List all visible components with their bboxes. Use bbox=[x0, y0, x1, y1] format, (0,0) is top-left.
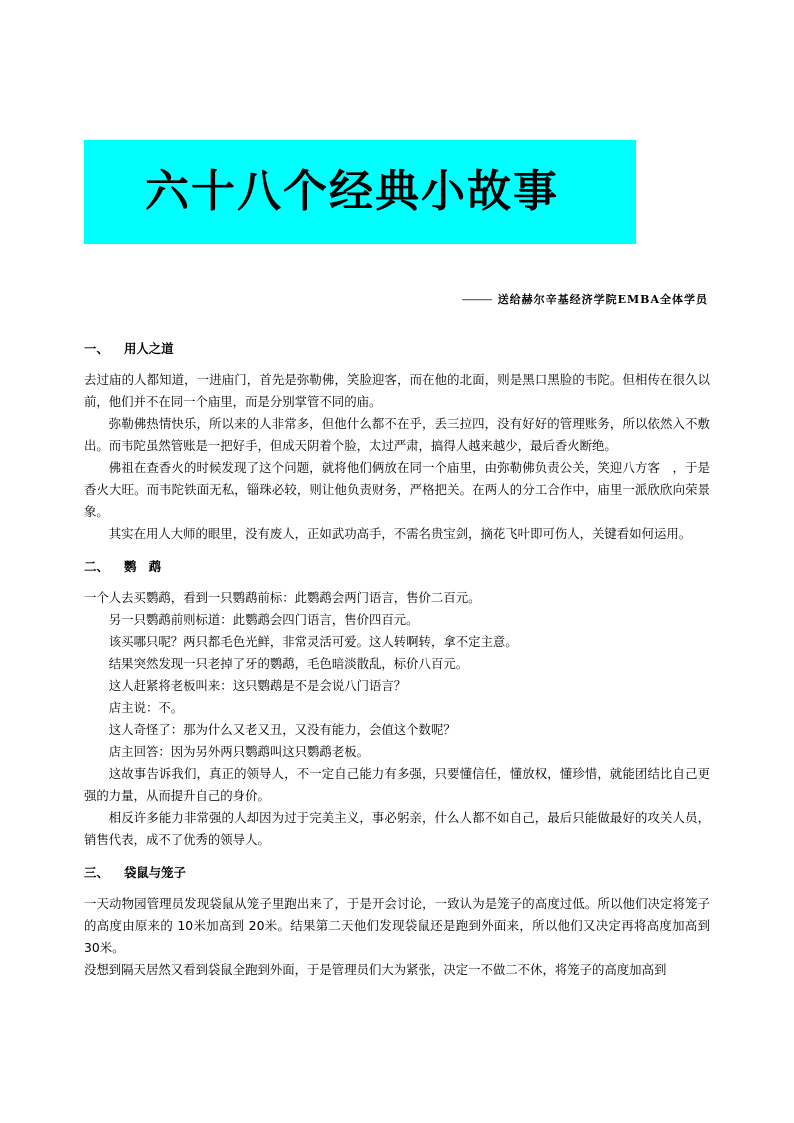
paragraph: 一个人去买鹦鹉，看到一只鹦鹉前标：此鹦鹉会两门语言，售价二百元。 bbox=[84, 590, 481, 605]
paragraph: 其实在用人大师的眼里，没有废人，正如武功高手，不需名贵宝剑，摘花飞叶即可伤人，关键看如何运用。 bbox=[108, 526, 692, 541]
paragraph: 弥勒佛热情快乐，所以来的人非常多，但他什么都不在乎，丢三拉四，没有好好的管理账务，所以依然入不敷出。而韦陀虽然管账是一把好手，但成天阴着个脸，太过严肃，搞得人越来越少，最后香火断绝。 bbox=[84, 416, 710, 453]
section-title: 鹦 鹉 bbox=[124, 559, 162, 574]
paragraph: 佛祖在查香火的时候发现了这个问题，就将他们俩放在同一个庙里，由弥勒佛负责公关，笑迎八方客 ，于是香火大旺。而韦陀铁面无私，锱珠必较，则让他负责财务，严格把关。在两人的分工合作中，庙里一派欣欣向荣景象。 bbox=[84, 460, 710, 519]
section-3 bbox=[84, 862, 710, 981]
paragraph: 该买哪只呢？两只都毛色光鲜，非常灵活可爱。这人转啊转，拿不定主意。 bbox=[108, 634, 518, 649]
section-number: 一、 bbox=[84, 341, 109, 356]
paragraph: 结果突然发现一只老掉了牙的鹦鹉，毛色暗淡散乱，标价八百元。 bbox=[108, 656, 469, 671]
section-heading bbox=[84, 338, 710, 360]
section-heading bbox=[84, 556, 710, 578]
paragraph: 没想到隔天居然又看到袋鼠全跑到外面，于是管理员们大为紧张，决定一不做二不休，将笼子的高度加高到 bbox=[84, 962, 667, 977]
title-banner bbox=[84, 140, 636, 244]
paragraph: 一天动物园管理员发现袋鼠从笼子里跑出来了，于是开会讨论，一致认为是笼子的高度过低。所以他们决定将笼子的高度由原来的 10米加高到 20米。结果第二天他们发现袋鼠还是跑到外面来，所以他们又决定再将高度加高到 30米。 bbox=[84, 896, 710, 955]
document-title: 六十八个经典小故事 bbox=[145, 166, 559, 217]
section-title: 用人之道 bbox=[124, 341, 174, 356]
dedication-text: 送给赫尔辛基经济学院EMBA全体学员 bbox=[497, 293, 708, 306]
paragraph: 相反许多能力非常强的人却因为过于完美主义，事必躬亲，什么人都不如自己，最后只能做最好的攻关人员，销售代表，成不了优秀的领导人。 bbox=[84, 810, 710, 847]
section-title: 袋鼠与笼子 bbox=[124, 865, 186, 880]
dedication-line bbox=[462, 291, 708, 307]
paragraph: 这故事告诉我们，真正的领导人，不一定自己能力有多强，只要懂信任，懂放权，懂珍惜，就能团结比自己更强的力量，从而提升自己的身价。 bbox=[84, 766, 710, 803]
section-number: 三、 bbox=[84, 865, 109, 880]
paragraph: 店主回答：因为另外两只鹦鹉叫这只鹦鹉老板。 bbox=[108, 744, 369, 759]
paragraph: 这人赶紧将老板叫来：这只鹦鹉是不是会说八门语言？ bbox=[108, 678, 407, 693]
paragraph: 这人奇怪了：那为什么又老又丑，又没有能力，会值这个数呢？ bbox=[108, 722, 456, 737]
paragraph: 去过庙的人都知道，一进庙门，首先是弥勒佛，笑脸迎客，而在他的北面，则是黑口黑脸的韦陀。但相传在很久以前，他们并不在同一个庙里，而是分别掌管不同的庙。 bbox=[84, 372, 710, 409]
section-1 bbox=[84, 338, 710, 545]
paragraph: 另一只鹦鹉前则标道：此鹦鹉会四门语言，售价四百元。 bbox=[108, 612, 419, 627]
section-number: 二、 bbox=[84, 559, 109, 574]
paragraph: 店主说：不。 bbox=[108, 700, 184, 715]
section-heading bbox=[84, 862, 710, 884]
dedication-dash: ——— bbox=[461, 293, 492, 306]
section-2 bbox=[84, 556, 710, 851]
document-body bbox=[84, 338, 710, 992]
